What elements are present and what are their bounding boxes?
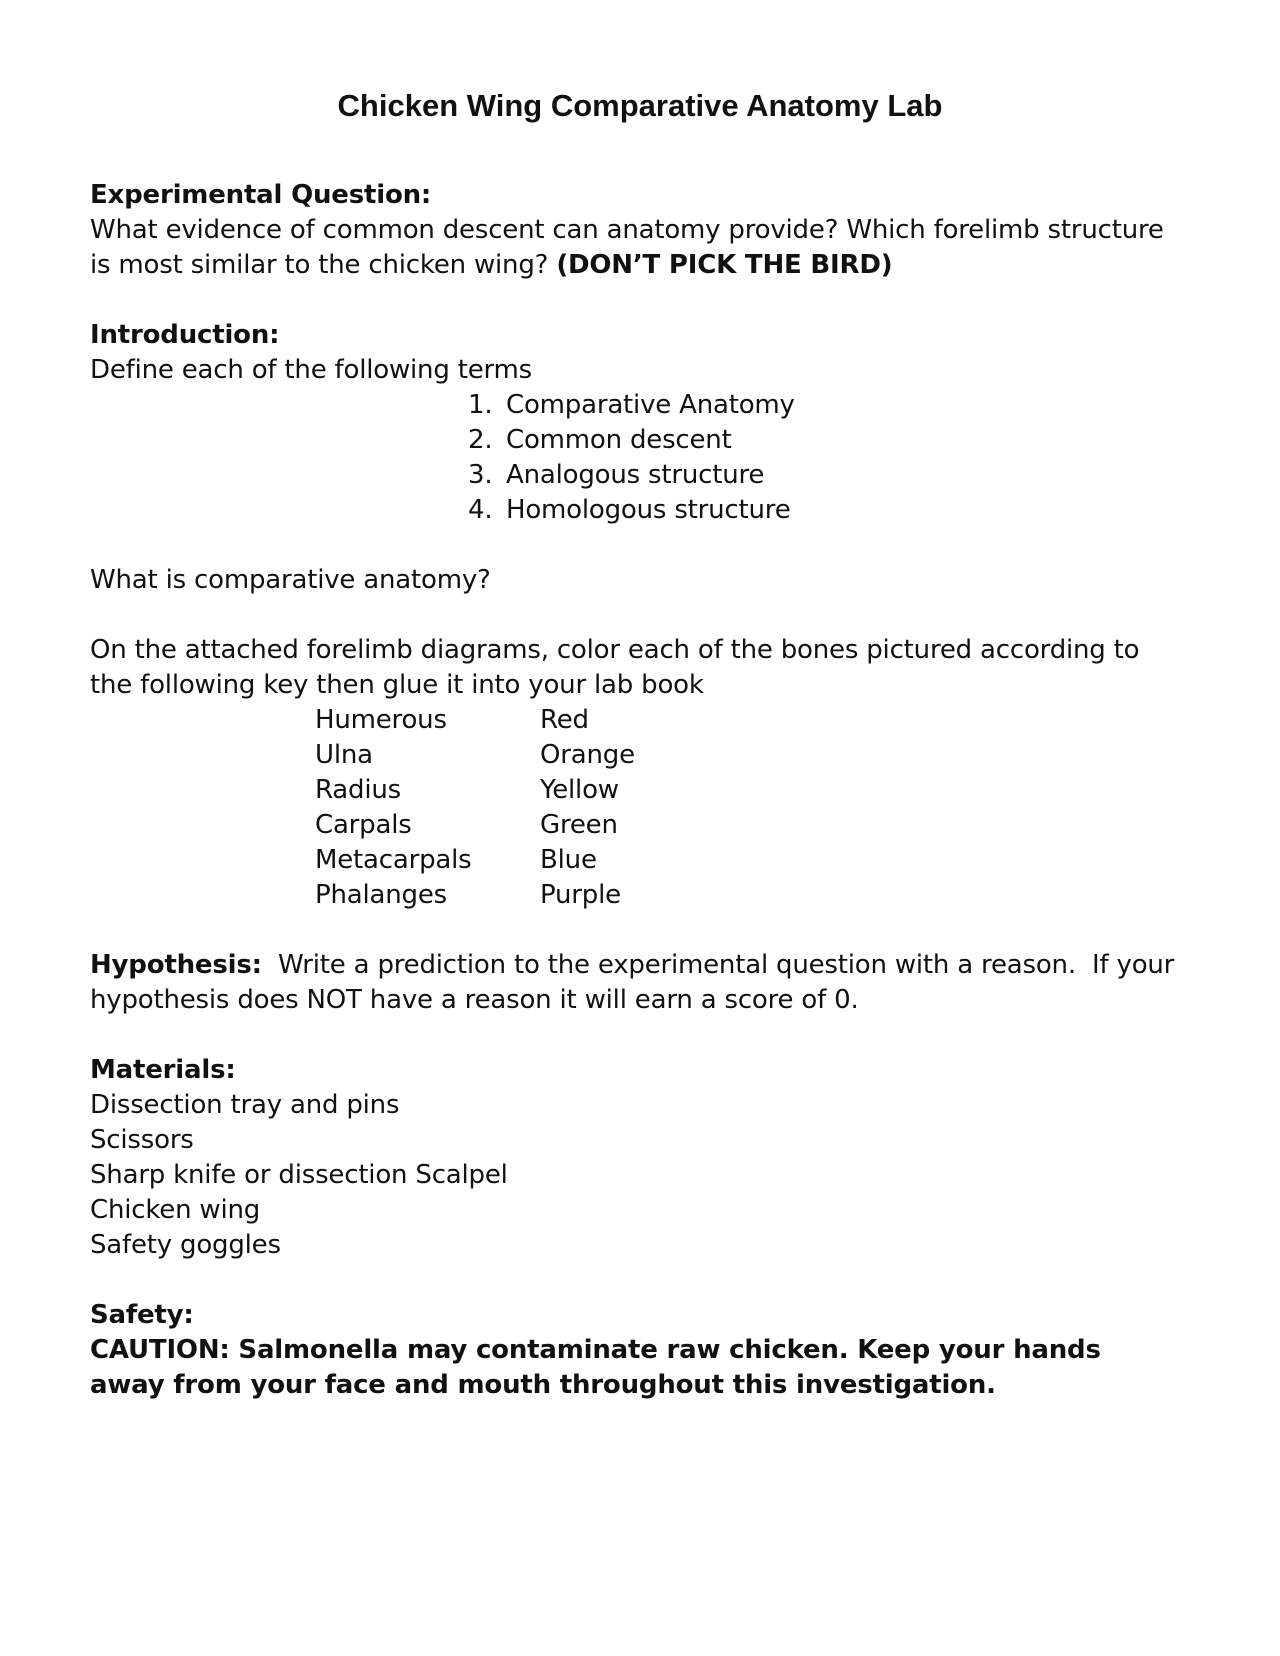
spacer [90,598,1210,633]
bone-name: Ulna [315,740,373,770]
bone-name: Carpals [315,810,412,840]
materials-section [90,1053,1210,1263]
safety-section [90,1298,1210,1403]
hypothesis-line-2: hypothesis does NOT have a reason it will earn a score of 0. [90,985,859,1015]
term-item [90,493,1210,528]
material-item: Sharp knife or dissection Scalpel [90,1160,508,1190]
experimental-question-heading: Experimental Question: [90,180,432,210]
experimental-question-line-1: What evidence of common descent can anatomy provide? Which forelimb structure [90,215,1164,245]
spacer [90,913,1210,948]
color-key-row [90,808,1210,843]
material-item: Scissors [90,1125,194,1155]
bone-name: Metacarpals [315,845,472,875]
bone-color: Purple [540,880,621,910]
experimental-question-line-2-text: is most similar to the chicken wing? [90,250,557,280]
hypothesis-heading: Hypothesis: [90,950,262,980]
term-number: 2. [468,425,493,455]
bone-color-key [90,703,1210,913]
bone-color: Yellow [540,775,619,805]
bone-color: Blue [540,845,597,875]
hypothesis-line-1 [90,948,1210,983]
bone-color: Green [540,810,618,840]
terms-list [90,388,1210,528]
comparative-anatomy-question: What is comparative anatomy? [90,565,491,595]
color-key-row [90,738,1210,773]
material-item: Dissection tray and pins [90,1090,400,1120]
material-item: Chicken wing [90,1195,261,1225]
color-key-row [90,843,1210,878]
experimental-question-section [90,178,1210,283]
term-number: 4. [468,495,493,525]
hypothesis-text: Write a prediction to the experimental question with a reason. If your [261,950,1175,980]
introduction-heading: Introduction: [90,320,280,350]
safety-heading: Safety: [90,1300,194,1330]
material-item: Safety goggles [90,1230,281,1260]
materials-heading: Materials: [90,1055,236,1085]
diagram-instructions-line-1: On the attached forelimb diagrams, color each of the bones pictured according to [90,635,1140,665]
term-label: Analogous structure [506,460,765,490]
hypothesis-section [90,948,1210,1018]
term-label: Common descent [506,425,732,455]
color-key-row [90,773,1210,808]
introduction-prompt: Define each of the following terms [90,355,533,385]
materials-list [90,1088,1210,1263]
bone-color: Orange [540,740,635,770]
spacer [90,528,1210,563]
term-number: 1. [468,390,493,420]
term-item [90,458,1210,493]
spacer [90,283,1210,318]
experimental-question-warning: (DON’T PICK THE BIRD) [556,250,893,280]
safety-caution-line-2: away from your face and mouth throughout this investigation. [90,1370,996,1400]
term-number: 3. [468,460,493,490]
spacer [90,1018,1210,1053]
document-body [90,178,1210,1403]
diagram-instructions-line-2: the following key then glue it into your lab book [90,670,704,700]
bone-name: Humerous [315,705,447,735]
term-label: Homologous structure [506,495,791,525]
safety-caution-line-1: CAUTION: Salmonella may contaminate raw chicken. Keep your hands [90,1335,1101,1365]
bone-name: Radius [315,775,401,805]
term-label: Comparative Anatomy [506,390,795,420]
introduction-section [90,318,1210,913]
bone-name: Phalanges [315,880,447,910]
bone-color: Red [540,705,589,735]
color-key-row [90,703,1210,738]
spacer [90,1263,1210,1298]
page-title: Chicken Wing Comparative Anatomy Lab [337,88,943,123]
experimental-question-line-2 [90,248,1210,283]
term-item [90,423,1210,458]
color-key-row [90,878,1210,913]
term-item [90,388,1210,423]
